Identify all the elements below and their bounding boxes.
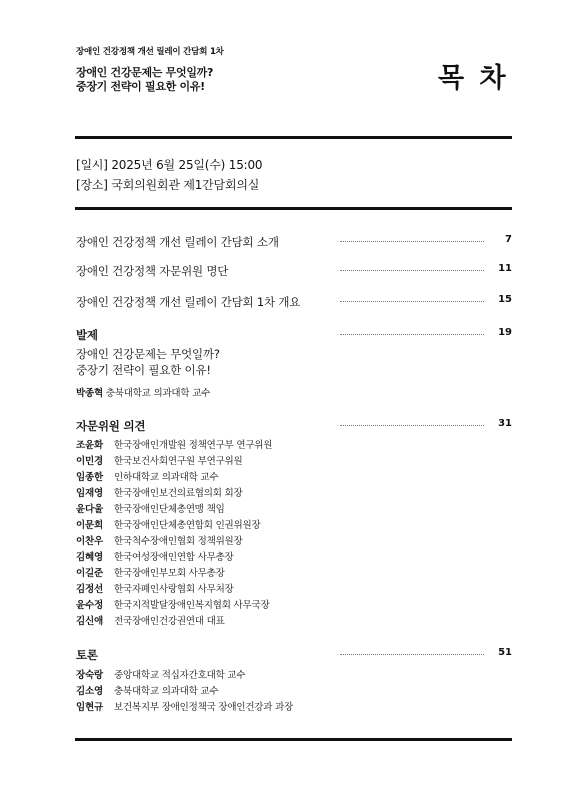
list-item (76, 517, 260, 531)
member-affiliation: 한국장애인부모회 사무총장 (114, 568, 225, 579)
list-item (76, 549, 234, 563)
toc-item-presentation[interactable] (76, 327, 512, 343)
list-item (76, 581, 234, 595)
subtitle-line-1: 장애인 건강문제는 무엇일까? (76, 66, 214, 79)
list-item (76, 597, 269, 611)
presentation-title-line-1: 장애인 건강문제는 무엇일까? (76, 347, 220, 361)
list-item (76, 501, 225, 515)
member-affiliation: 한국장애인개발원 정책연구부 연구위원 (114, 440, 273, 451)
member-affiliation: 한국여성장애인연합 사무총장 (114, 552, 234, 563)
member-affiliation: 한국보건사회연구원 부연구위원 (114, 456, 243, 467)
toc-page-number: 11 (498, 263, 512, 274)
member-name: 김신애 (76, 616, 103, 627)
list-item (76, 683, 218, 697)
member-name: 임재영 (76, 488, 103, 499)
presenter-name: 박종혁 (76, 388, 103, 399)
list-item (76, 533, 243, 547)
member-name: 이찬우 (76, 536, 103, 547)
presenter-affiliation: 충북대학교 의과대학 교수 (105, 388, 211, 399)
section-heading-presentation: 발제 (76, 328, 98, 342)
list-item (76, 565, 225, 579)
presenter (76, 385, 210, 399)
list-item (76, 667, 245, 681)
toc-item-overview[interactable] (76, 294, 512, 310)
toc-page-number: 31 (498, 418, 512, 429)
member-name: 이민경 (76, 456, 103, 467)
divider-middle (75, 207, 512, 210)
toc-item-label: 장애인 건강정책 개선 릴레이 간담회 소개 (76, 235, 279, 249)
member-affiliation: 인하대학교 의과대학 교수 (114, 472, 219, 483)
member-affiliation: 전국장애인건강권연대 대표 (114, 616, 225, 627)
member-name: 윤수정 (76, 600, 103, 611)
list-item (76, 437, 272, 451)
toc-leader (340, 334, 484, 335)
subtitle-line-2: 중장기 전략이 필요한 이유! (76, 80, 205, 93)
list-item (76, 469, 218, 483)
toc-item-advisory-opinions[interactable] (76, 418, 512, 434)
list-item (76, 699, 293, 713)
toc-page-number: 15 (498, 294, 512, 305)
member-affiliation: 중앙대학교 적십자간호대학 교수 (114, 670, 246, 681)
member-affiliation: 한국자폐인사랑협회 사무처장 (114, 584, 234, 595)
toc-item-label: 장애인 건강정책 개선 릴레이 간담회 1차 개요 (76, 295, 301, 309)
toc-leader (340, 301, 484, 302)
toc-item-intro[interactable] (76, 234, 512, 250)
toc-leader (340, 425, 484, 426)
toc-item-label: 장애인 건강정책 자문위원 명단 (76, 264, 229, 278)
list-item (76, 613, 225, 627)
meeting-place: [장소] 국회의원회관 제1간담회의실 (76, 178, 260, 192)
member-name: 김혜영 (76, 552, 103, 563)
member-affiliation: 한국장애인단체총연합회 인권위원장 (114, 520, 261, 531)
member-affiliation: 한국장애인단체총연맹 책임 (114, 504, 225, 515)
section-heading-discussion: 토론 (76, 648, 98, 662)
member-affiliation: 한국척수장애인협회 정책위원장 (114, 536, 243, 547)
section-heading-advisory: 자문위원 의견 (76, 419, 146, 433)
member-affiliation: 한국장애인보건의료협의회 회장 (114, 488, 243, 499)
member-name: 김소영 (76, 686, 103, 697)
toc-page-number: 19 (498, 327, 512, 338)
divider-bottom (75, 738, 512, 741)
member-affiliation: 한국지적발달장애인복지협회 사무국장 (114, 600, 270, 611)
member-name: 이문희 (76, 520, 103, 531)
member-name: 임종한 (76, 472, 103, 483)
member-name: 윤다울 (76, 504, 103, 515)
member-affiliation: 충북대학교 의과대학 교수 (114, 686, 219, 697)
divider-top (75, 136, 512, 139)
member-name: 김정선 (76, 584, 103, 595)
toc-item-advisors-list[interactable] (76, 263, 512, 279)
member-name: 조윤화 (76, 440, 103, 451)
presentation-title-line-2: 중장기 전략이 필요한 이유! (76, 363, 211, 377)
toc-page-number: 51 (498, 647, 512, 658)
toc-leader (340, 241, 484, 242)
member-name: 임현규 (76, 702, 103, 713)
toc-item-discussion[interactable] (76, 647, 512, 663)
toc-leader (340, 654, 484, 655)
list-item (76, 453, 243, 467)
series-label: 장애인 건강정책 개선 릴레이 간담회 1차 (76, 47, 224, 57)
toc-page-number: 7 (505, 234, 512, 245)
list-item (76, 485, 243, 499)
member-affiliation: 보건복지부 장애인정책국 장애인건강과 과장 (114, 702, 294, 713)
member-name: 이길준 (76, 568, 103, 579)
page-title: 목 차 (438, 63, 509, 94)
meeting-date: [일시] 2025년 6월 25일(수) 15:00 (76, 158, 263, 172)
member-name: 장숙랑 (76, 670, 103, 681)
toc-leader (340, 270, 484, 271)
